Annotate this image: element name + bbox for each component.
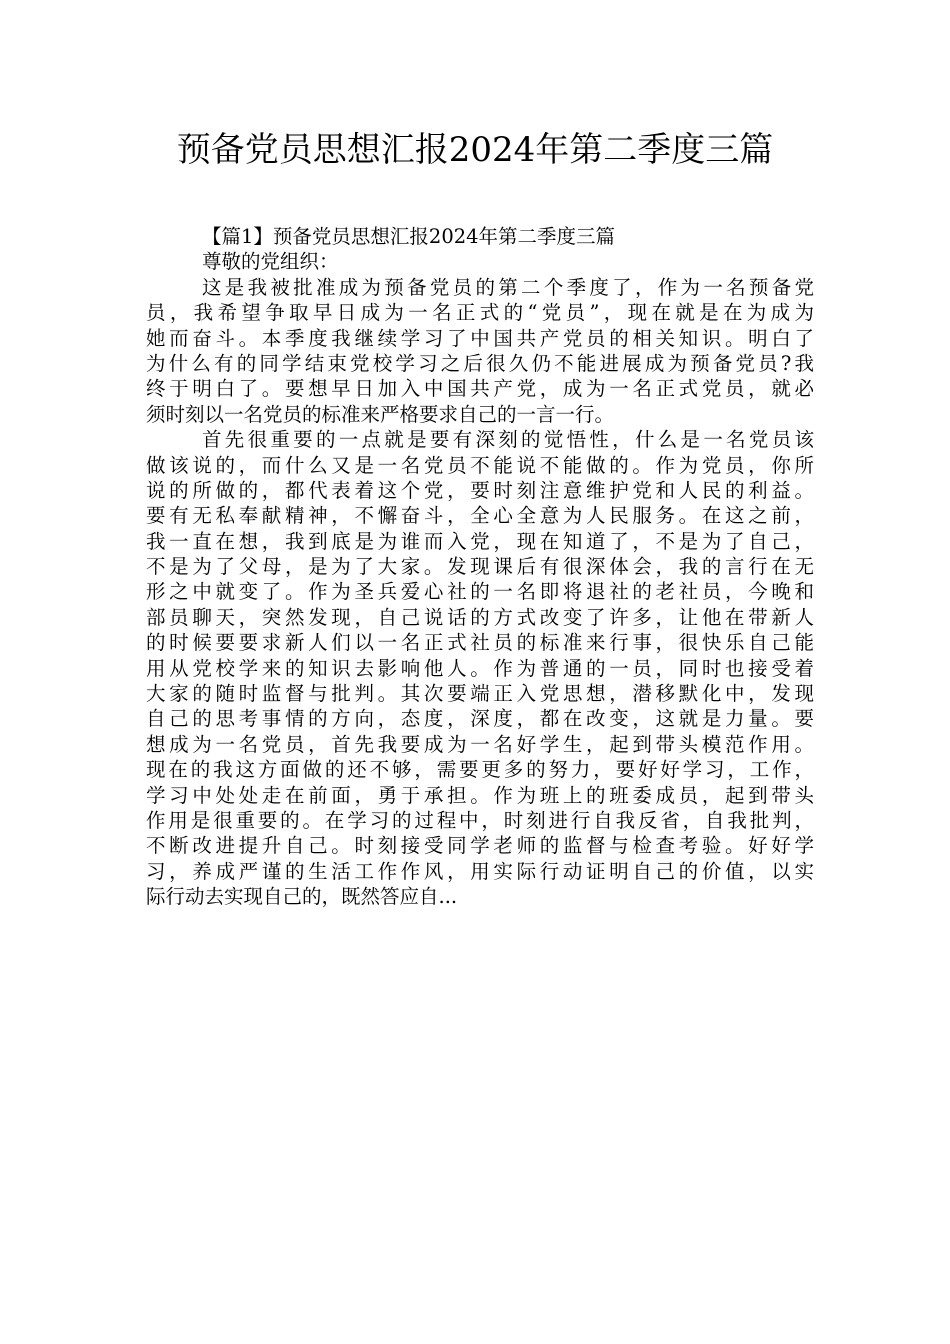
paragraph-line: 现在的我这方面做的还不够，需要更多的努力，要好好学习，工作， [146,758,814,782]
paragraph-line: 首先很重要的一点就是要有深刻的觉悟性，什么是一名党员该 [202,428,814,452]
paragraph-line: 员，我希望争取早日成为一名正式的“党员”，现在就是在为成为 [146,301,814,325]
paragraph-line: 不断改进提升自己。时刻接受同学老师的监督与检查考验。好好学 [146,834,814,858]
paragraph-line: 终于明白了。要想早日加入中国共产党，成为一名正式党员，就必 [146,377,814,401]
paragraph-line: 不是为了父母，是为了大家。发现课后有很深体会，我的言行在无 [146,555,814,579]
section-heading: 【篇1】预备党员思想汇报2024年第二季度三篇 [202,225,616,248]
paragraph-line: 想成为一名党员，首先我要成为一名好学生，起到带头模范作用。 [146,732,814,756]
paragraph-line: 作用是很重要的。在学习的过程中，时刻进行自我反省，自我批判， [146,808,814,832]
paragraph-line: 际行动去实现自己的，既然答应自... [146,885,458,909]
paragraph-line: 形之中就变了。作为圣兵爱心社的一名即将退社的老社员，今晚和 [146,580,814,604]
paragraph-line: 做该说的，而什么又是一名党员不能说不能做的。作为党员，你所 [146,453,814,477]
paragraph-line: 须时刻以一名党员的标准来严格要求自己的一言一行。 [146,402,615,426]
paragraph-line: 为什么有的同学结束党校学习之后很久仍不能进展成为预备党员?我 [146,351,814,375]
paragraph-line: 她而奋斗。本季度我继续学习了中国共产党员的相关知识。明白了 [146,326,814,350]
paragraph-line: 这是我被批准成为预备党员的第二个季度了，作为一名预备党 [202,275,814,299]
document-body [146,224,814,910]
paragraph-line: 大家的随时监督与批判。其次要端正入党思想，潜移默化中，发现 [146,682,814,706]
paragraph-line: 说的所做的，都代表着这个党，要时刻注意维护党和人民的利益。 [146,478,814,502]
document-title: 预备党员思想汇报2024年第二季度三篇 [176,130,774,170]
paragraph-line: 习，养成严谨的生活工作作风，用实际行动证明自己的价值，以实 [146,859,814,883]
paragraph-line: 要有无私奉献精神，不懈奋斗，全心全意为人民服务。在这之前， [146,504,814,528]
salutation: 尊敬的党组织： [202,250,339,274]
paragraph-line: 我一直在想，我到底是为谁而入党，现在知道了，不是为了自己， [146,529,814,553]
paragraph-line: 部员聊天，突然发现，自己说话的方式改变了许多，让他在带新人 [146,605,814,629]
paragraph-line: 自己的思考事情的方向，态度，深度，都在改变，这就是力量。要 [146,707,814,731]
paragraph-line: 学习中处处走在前面，勇于承担。作为班上的班委成员，起到带头 [146,783,814,807]
paragraph-line: 的时候要要求新人们以一名正式社员的标准来行事，很快乐自己能 [146,631,814,655]
paragraph-line: 用从党校学来的知识去影响他人。作为普通的一员，同时也接受着 [146,656,814,680]
